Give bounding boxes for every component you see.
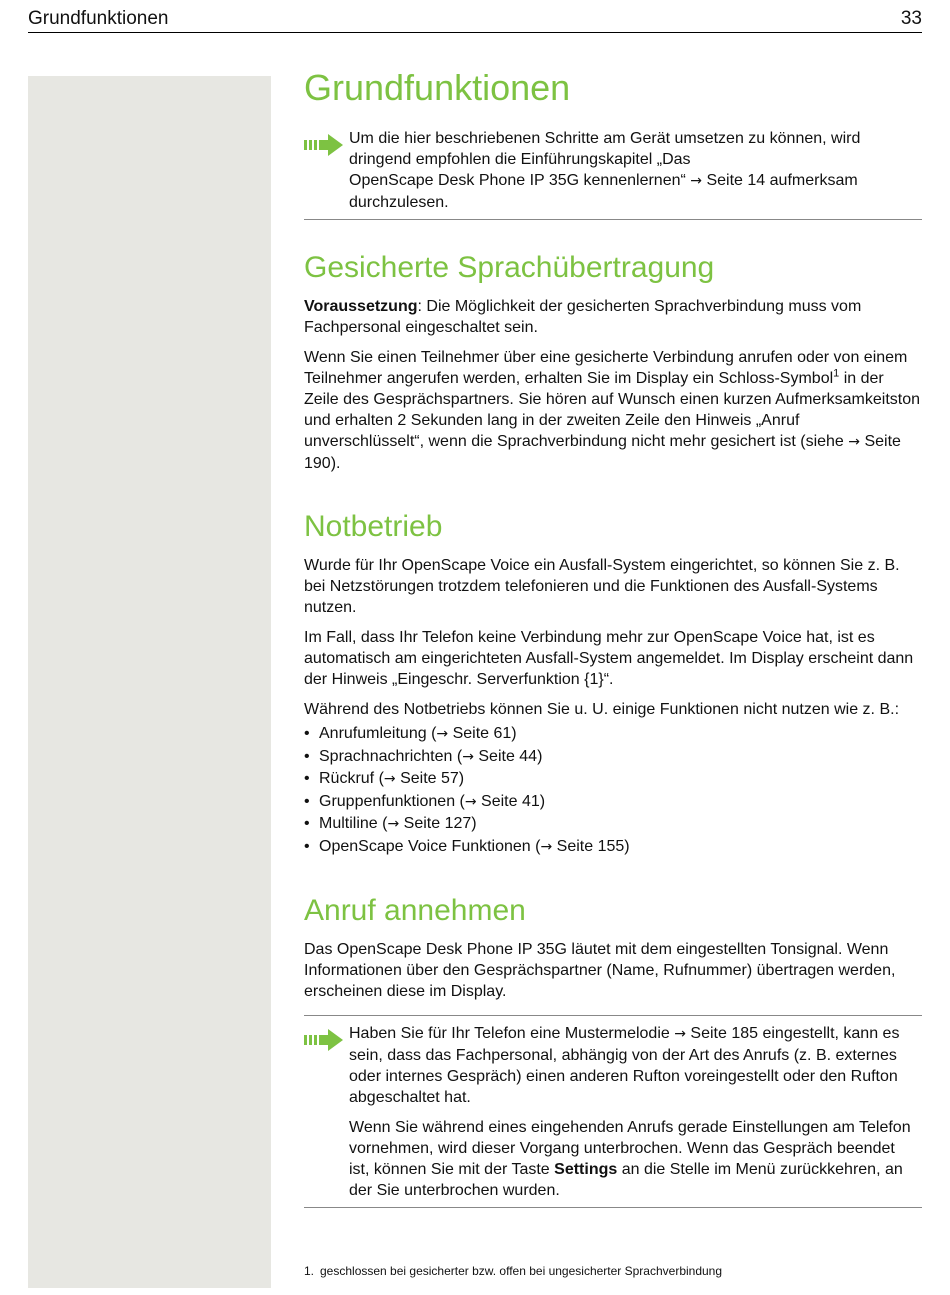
link-seite-127[interactable]: Seite 127: [399, 815, 472, 832]
arrow-right-icon: →: [540, 838, 553, 855]
page-number: 33: [900, 8, 922, 29]
link-seite-155[interactable]: Seite 155: [552, 837, 625, 855]
answer-note: [304, 1015, 922, 1208]
page-title: Grundfunktionen: [304, 67, 571, 108]
emergency-para-2: Im Fall, dass Ihr Telefon keine Verbindung mehr zur OpenScape Voice hat, ist es automatisch am eingerichteten Ausfall-System angemeldet. Im Display erscheint dann der Hinweis „Eingeschr. Serverfunktion {1}“.: [304, 629, 914, 688]
section-heading-secure: Gesicherte Sprachübertragung: [304, 251, 715, 284]
emergency-function-list: [304, 723, 922, 858]
answer-para-1: Das OpenScape Desk Phone IP 35G läutet mit dem eingestellten Tonsignal. Wenn Informationen über den Gesprächspartner (Name, Rufnummer) übertragen werden, erscheinen diese im Display.: [304, 941, 896, 1000]
arrow-right-icon: →: [462, 748, 474, 765]
page-content: [304, 62, 922, 1208]
link-seite-41[interactable]: Seite 41: [476, 792, 540, 810]
green-arrow-hint-icon: [304, 133, 344, 157]
footnote-text: geschlossen bei gesicherter bzw. offen bei ungesicherter Sprachverbindung: [320, 1264, 723, 1278]
arrow-right-icon: →: [436, 726, 449, 742]
green-arrow-hint-icon: [304, 1028, 344, 1052]
section-emergency: [304, 507, 922, 858]
section-heading-emergency: Notbetrieb: [304, 510, 443, 543]
intro-note-text: Um die hier beschriebenen Schritte am Gerät umsetzen zu können, wird dringend empfohlen die Einführungskapitel „Das OpenScape Desk Phone IP 35G kennenlernen“ → Seite 14 aufmerksam durchzulesen.: [349, 130, 861, 211]
arrow-right-icon: →: [464, 793, 477, 810]
link-seite-57[interactable]: Seite 57: [395, 770, 459, 787]
link-seite-44[interactable]: Seite 44: [473, 747, 538, 765]
answer-note-para-1: Haben Sie für Ihr Telefon eine Mustermelodie → Seite 185 eingestellt, kann es sein, dass das Fachpersonal, abhängig von der Art des Anrufs (z. B. externes oder internes Gespräch) einen anderen Rufton voreingestellt oder den Rufton abgeschaltet hat.: [349, 1025, 900, 1106]
link-seite-185[interactable]: Seite 185: [685, 1025, 759, 1042]
secure-prerequisite: Voraussetzung: Die Möglichkeit der gesicherten Sprachverbindung muss vom Fachpersonal eingeschaltet sein.: [304, 298, 862, 336]
arrow-right-icon: →: [848, 434, 861, 450]
link-seite-14[interactable]: Seite 14: [706, 172, 766, 189]
settings-key-label: Settings: [554, 1161, 618, 1178]
list-item: • Gruppenfunktionen (→ Seite 41): [304, 791, 922, 814]
section-answer-call: [304, 891, 922, 1002]
arrow-right-icon: →: [690, 173, 703, 189]
list-item: • Sprachnachrichten (→ Seite 44): [304, 746, 922, 769]
emergency-para-3: Während des Notbetriebs können Sie u. U. einige Funktionen nicht nutzen wie z. B.:: [304, 701, 900, 718]
answer-note-para-2: Wenn Sie während eines eingehenden Anrufs gerade Einstellungen am Telefon vornehmen, wird dieser Vorgang unterbrochen. Wenn das Gespräch beendet ist, können Sie mit der Taste Settings an die Stelle im Menü zurückkehren, an der Sie unterbrochen wurden.: [349, 1119, 911, 1199]
section-secure-voice: [304, 248, 922, 474]
arrow-right-icon: →: [674, 1026, 686, 1042]
arrow-right-icon: →: [383, 771, 396, 787]
footnote-number: 1.: [304, 1264, 315, 1278]
list-item: • Multiline (→ Seite 127): [304, 813, 922, 836]
list-item: • Rückruf (→ Seite 57): [304, 768, 922, 791]
list-item: • OpenScape Voice Funktionen (→ Seite 155): [304, 836, 922, 859]
running-header: [28, 6, 922, 33]
link-seite-190[interactable]: Seite 190: [304, 433, 901, 472]
list-item: • Anrufumleitung (→ Seite 61): [304, 723, 922, 746]
intro-note: [304, 128, 922, 220]
margin-column: [28, 76, 271, 1288]
running-header-title: Grundfunktionen: [28, 8, 169, 29]
section-heading-answer: Anruf annehmen: [304, 894, 526, 927]
arrow-right-icon: →: [387, 816, 400, 832]
footnote: [304, 1264, 922, 1278]
emergency-para-1: Wurde für Ihr OpenScape Voice ein Ausfall-System eingerichtet, so können Sie z. B. bei Netzstörungen trotzdem telefonieren und die Funktionen des Ausfall-Systems nutzen.: [304, 557, 900, 616]
footnote-ref[interactable]: 1: [833, 367, 840, 380]
secure-description: Wenn Sie einen Teilnehmer über eine gesicherte Verbindung anrufen oder von einem Teilnehmer angerufen werden, erhalten Sie im Display ein Schloss-Symbol$^1$ in der Zeile des Gesprächspartners. Sie hören auf Wunsch einen kurzen Aufmerksamkeitston und erhalten 2 Sekunden lang in der zweiten Zeile den Hinweis „Anruf unverschlüsselt“, wenn die Sprachverbindung nicht mehr gesichert ist (siehe → Seite 190).: [304, 349, 921, 472]
link-seite-61[interactable]: Seite 61: [448, 725, 512, 742]
